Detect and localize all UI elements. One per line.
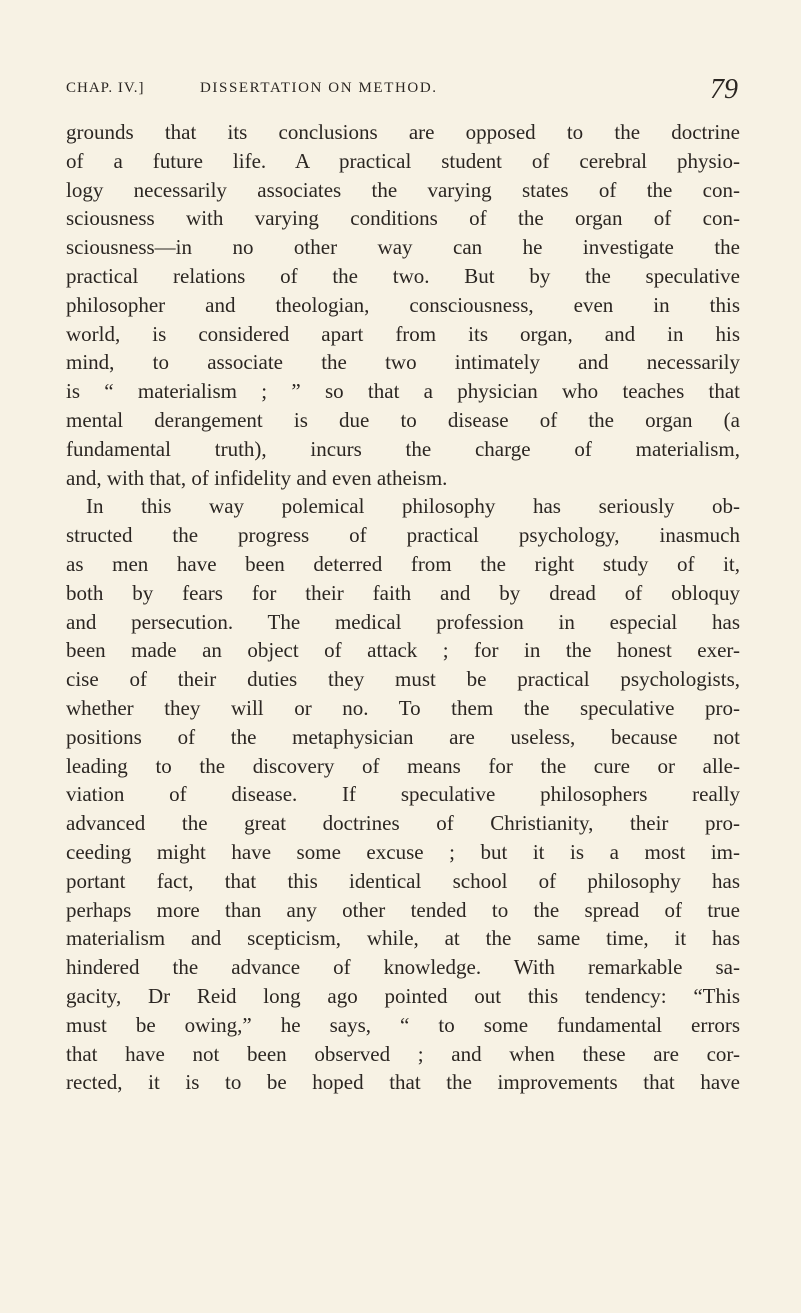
- text-line: is “ materialism ; ” so that a physician who teaches that: [66, 379, 740, 404]
- text-line: mental derangement is due to disease of the organ (a: [66, 407, 740, 432]
- text-line: perhaps more than any other tended to the spread of true: [66, 897, 740, 922]
- text-line: fundamental truth), incurs the charge of materialism,: [66, 436, 740, 461]
- text-line: that have not been observed ; and when these are cor-: [66, 1041, 740, 1066]
- text-line: hindered the advance of knowledge. With remarkable sa-: [66, 955, 740, 980]
- body-text: [66, 118, 740, 1097]
- text-line: logy necessarily associates the varying states of the con-: [66, 177, 740, 202]
- paragraph-start-line: In this way polemical philosophy has seriously ob-: [86, 494, 740, 519]
- text-line: practical relations of the two. But by the speculative: [66, 263, 740, 288]
- text-line: grounds that its conclusions are opposed to the doctrine: [66, 120, 740, 144]
- text-line: portant fact, that this identical school of philosophy has: [66, 868, 740, 893]
- text-line: of a future life. A practical student of cerebral physio-: [66, 148, 740, 173]
- text-line: as men have been deterred from the right study of it,: [66, 551, 740, 576]
- text-line: cise of their duties they must be practical psychologists,: [66, 667, 740, 692]
- text-line: been made an object of attack ; for in the honest exer-: [66, 638, 740, 663]
- text-line: sciousness with varying conditions of the organ of con-: [66, 206, 740, 231]
- text-line: positions of the metaphysician are useless, because not: [66, 724, 740, 749]
- running-title: DISSERTATION ON METHOD.: [200, 80, 438, 96]
- running-head: [66, 74, 738, 110]
- text-line: advanced the great doctrines of Christianity, their pro-: [66, 811, 740, 836]
- text-line: ceeding might have some excuse ; but it is a most im-: [66, 839, 740, 864]
- text-line: mind, to associate the two intimately and necessarily: [66, 350, 740, 375]
- text-line: sciousness—in no other way can he investigate the: [66, 235, 740, 260]
- chapter-label: CHAP. IV.]: [66, 80, 145, 96]
- text-line: world, is considered apart from its organ, and in his: [66, 321, 740, 346]
- text-line: philosopher and theologian, consciousness, even in this: [66, 292, 740, 317]
- text-line: materialism and scepticism, while, at the same time, it has: [66, 926, 740, 951]
- text-line: structed the progress of practical psychology, inasmuch: [66, 523, 740, 548]
- text-line: must be owing,” he says, “ to some fundamental errors: [66, 1012, 740, 1037]
- text-line: gacity, Dr Reid long ago pointed out this tendency: “This: [66, 983, 740, 1008]
- text-line: and persecution. The medical profession in especial has: [66, 609, 740, 634]
- text-line: and, with that, of infidelity and even atheism.: [66, 465, 448, 490]
- text-line: leading to the discovery of means for the cure or alle-: [66, 753, 740, 778]
- text-line: viation of disease. If speculative philosophers really: [66, 782, 740, 807]
- text-line: whether they will or no. To them the speculative pro-: [66, 695, 740, 720]
- text-line: rected, it is to be hoped that the improvements that have: [66, 1070, 740, 1095]
- page-number: 79: [710, 74, 738, 105]
- text-line: both by fears for their faith and by dread of obloquy: [66, 580, 740, 605]
